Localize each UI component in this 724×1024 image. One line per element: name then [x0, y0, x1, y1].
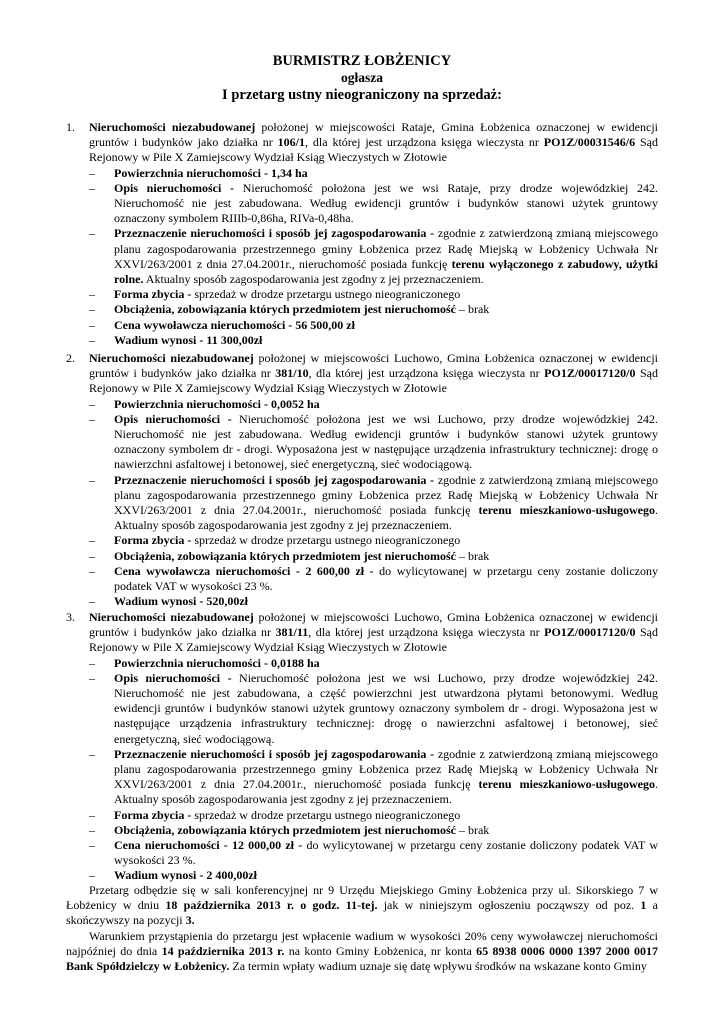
- description-line: – Opis nieruchomości - Nieruchomość położona jest we wsi Luchowo, przy drodze wojewódzkiej 242. Nieruchomość nie jest zabudowana, a część powierzchni jest utwardzona płytami betonowymi. Według ewidencji gruntów i budynków stanowi użytek gruntowy oznaczony symbolem dr - drogi. Wyposażona jest w następujące urządzenia infrastruktury technicznej: drogę o nawierzchni asfaltowej i betonowej, sieć energetyczną, sieć wodociągową.: [89, 670, 658, 746]
- property-item-3: [66, 610, 658, 884]
- area-line: – Powierzchnia nieruchomości - 0,0188 ha: [89, 655, 320, 670]
- property-details: [89, 166, 658, 348]
- burden-line: – Obciążenia, zobowiązania których przedmiotem jest nieruchomość – brak: [89, 302, 490, 317]
- item-number: 3.: [66, 610, 75, 624]
- item-number: 1.: [66, 120, 75, 134]
- price-line: – Cena wywoławcza nieruchomości - 56 500,00 zł: [89, 317, 355, 332]
- deposit-line: – Wadium wynosi - 11 300,00zł: [89, 332, 263, 347]
- sale-form-line: – Forma zbycia - sprzedaż w drodze przetargu ustnego nieograniczonego: [89, 287, 461, 302]
- burden-line: – Obciążenia, zobowiązania których przedmiotem jest nieruchomość – brak: [89, 822, 490, 837]
- description-line: – Opis nieruchomości - Nieruchomość położona jest we wsi Rataje, przy drodze wojewódzkiej 242. Nieruchomość nie jest zabudowana. Według ewidencji gruntów i budynków stanowi użytek gruntowy oznaczony symbolem RIIIb-0,86ha, RIVa-0,48ha.: [89, 180, 659, 226]
- authority-heading: BURMISTRZ ŁOBŻENICY: [272, 53, 452, 69]
- deposit-line: – Wadium wynosi - 2 400,00zł: [89, 868, 258, 883]
- sale-form-line: – Forma zbycia - sprzedaż w drodze przetargu ustnego nieograniczonego: [89, 807, 461, 822]
- item-number: 2.: [66, 351, 75, 365]
- sale-form-line: – Forma zbycia - sprzedaż w drodze przetargu ustnego nieograniczonego: [89, 533, 461, 548]
- announces-heading: ogłasza: [341, 70, 383, 85]
- deposit-line: – Wadium wynosi - 520,00zł: [89, 594, 249, 609]
- property-item-1: [66, 120, 658, 348]
- price-line: – Cena nieruchomości - 12 000,00 zł - do wylicytowanej w przetargu ceny zostanie doliczony podatek VAT w wysokości 23 %.: [89, 838, 658, 868]
- property-details: [89, 397, 658, 610]
- burden-line: – Obciążenia, zobowiązania których przedmiotem jest nieruchomość – brak: [89, 548, 490, 563]
- area-line: – Powierzchnia nieruchomości - 0,0052 ha: [89, 396, 320, 411]
- property-item-2: [66, 351, 658, 609]
- purpose-line: – Przeznaczenie nieruchomości i sposób jej zagospodarowania - zgodnie z zatwierdzoną zmianą miejscowego planu zagospodarowania przestrzennego gminy Łobżenica przez Radę Miejską w Łobżenicy Uchwała Nr XXVI/263/2001 z dnia 27.04.2001r., nieruchomość posiada funkcję terenu wyłączonego z zabudowy, użytki rolne. Aktualny sposób zagospodarowania jest zgodny z jej przeznaczeniem.: [89, 226, 658, 287]
- purpose-line: – Przeznaczenie nieruchomości i sposób jej zagospodarowania - zgodnie z zatwierdzoną zmianą miejscowego planu zagospodarowania przestrzennego gminy Łobżenica przez Radę Miejską w Łobżenicy Uchwała Nr XXVI/263/2001 z dnia 27.04.2001r., nieruchomość posiada funkcję terenu mieszkaniowo-usługowego. Aktualny sposób zagospodarowania jest zgodny z jej przeznaczeniem.: [89, 746, 658, 807]
- description-line: – Opis nieruchomości - Nieruchomość położona jest we wsi Luchowo, przy drodze wojewódzkiej 242. Nieruchomość nie jest zabudowana. Według ewidencji gruntów i budynków stanowi użytek gruntowy oznaczony symbolem dr - drogi. Wyposażona jest w następujące urządzenia infrastruktury technicznej: drogę o nawierzchni asfaltowej i betonowej, sieć energetyczną, sieć wodociągową.: [89, 411, 658, 472]
- tender-heading: I przetarg ustny nieograniczony na sprzedaż:: [222, 87, 502, 103]
- area-line: – Powierzchnia nieruchomości - 1,34 ha: [89, 165, 308, 180]
- property-lead: Nieruchomości niezabudowanej położonej w miejscowości Luchowo, Gmina Łobżenica oznaczonej w ewidencji gruntów i budynków jako działka nr 381/10, dla której jest urządzona księga wieczysta nr PO1Z/00017120/0 Sąd Rejonowy w Pile X Zamiejscowy Wydział Ksiąg Wieczystych w Złotowie: [89, 351, 659, 396]
- deposit-conditions-paragraph: Warunkiem przystąpienia do przetargu jest wpłacenie wadium w wysokości 20% ceny wywoławczej nieruchomości najpóźniej do dnia 14 października 2013 r. na konto Gminy Łobżenica, nr konta 65 8938 0006 0000 1397 2000 0017 Bank Spółdzielczy w Łobżenicy. Za termin wpłaty wadium uznaje się datę wpływu środków na wskazane konto Gminy: [66, 929, 659, 974]
- purpose-line: – Przeznaczenie nieruchomości i sposób jej zagospodarowania - zgodnie z zatwierdzoną zmianą miejscowego planu zagospodarowania przestrzennego gminy Łobżenica przez Radę Miejską w Łobżenicy Uchwała Nr XXVI/263/2001 z dnia 27.04.2001r., nieruchomość posiada funkcję terenu mieszkaniowo-usługowego. Aktualny sposób zagospodarowania jest zgodny z jej przeznaczeniem.: [89, 472, 658, 533]
- property-details: [89, 656, 658, 884]
- property-lead: Nieruchomości niezabudowanej położonej w miejscowości Luchowo, Gmina Łobżenica oznaczonej w ewidencji gruntów i budynków jako działka nr 381/11, dla której jest urządzona księga wieczysta nr PO1Z/00017120/0 Sąd Rejonowy w Pile X Zamiejscowy Wydział Ksiąg Wieczystych w Złotowie: [89, 610, 659, 655]
- property-lead: Nieruchomości niezabudowanej położonej w miejscowości Rataje, Gmina Łobżenica oznaczonej w ewidencji gruntów i budynków jako działka nr 106/1, dla której jest urządzona księga wieczysta nr PO1Z/00031546/6 Sąd Rejonowy w Pile X Zamiejscowy Wydział Ksiąg Wieczystych w Złotowie: [89, 120, 659, 165]
- tender-date-paragraph: Przetarg odbędzie się w sali konferencyjnej nr 9 Urzędu Miejskiego Gminy Łobżenica przy ul. Sikorskiego 7 w Łobżenicy w dniu 18 października 2013 r. o godz. 11-tej. jak w niniejszym ogłoszeniu począwszy od poz. 1 a skończywszy na pozycji 3.: [66, 883, 658, 928]
- price-line: – Cena wywoławcza nieruchomości - 2 600,00 zł - do wylicytowanej w przetargu ceny zostanie doliczony podatek VAT w wysokości 23 %.: [89, 563, 658, 594]
